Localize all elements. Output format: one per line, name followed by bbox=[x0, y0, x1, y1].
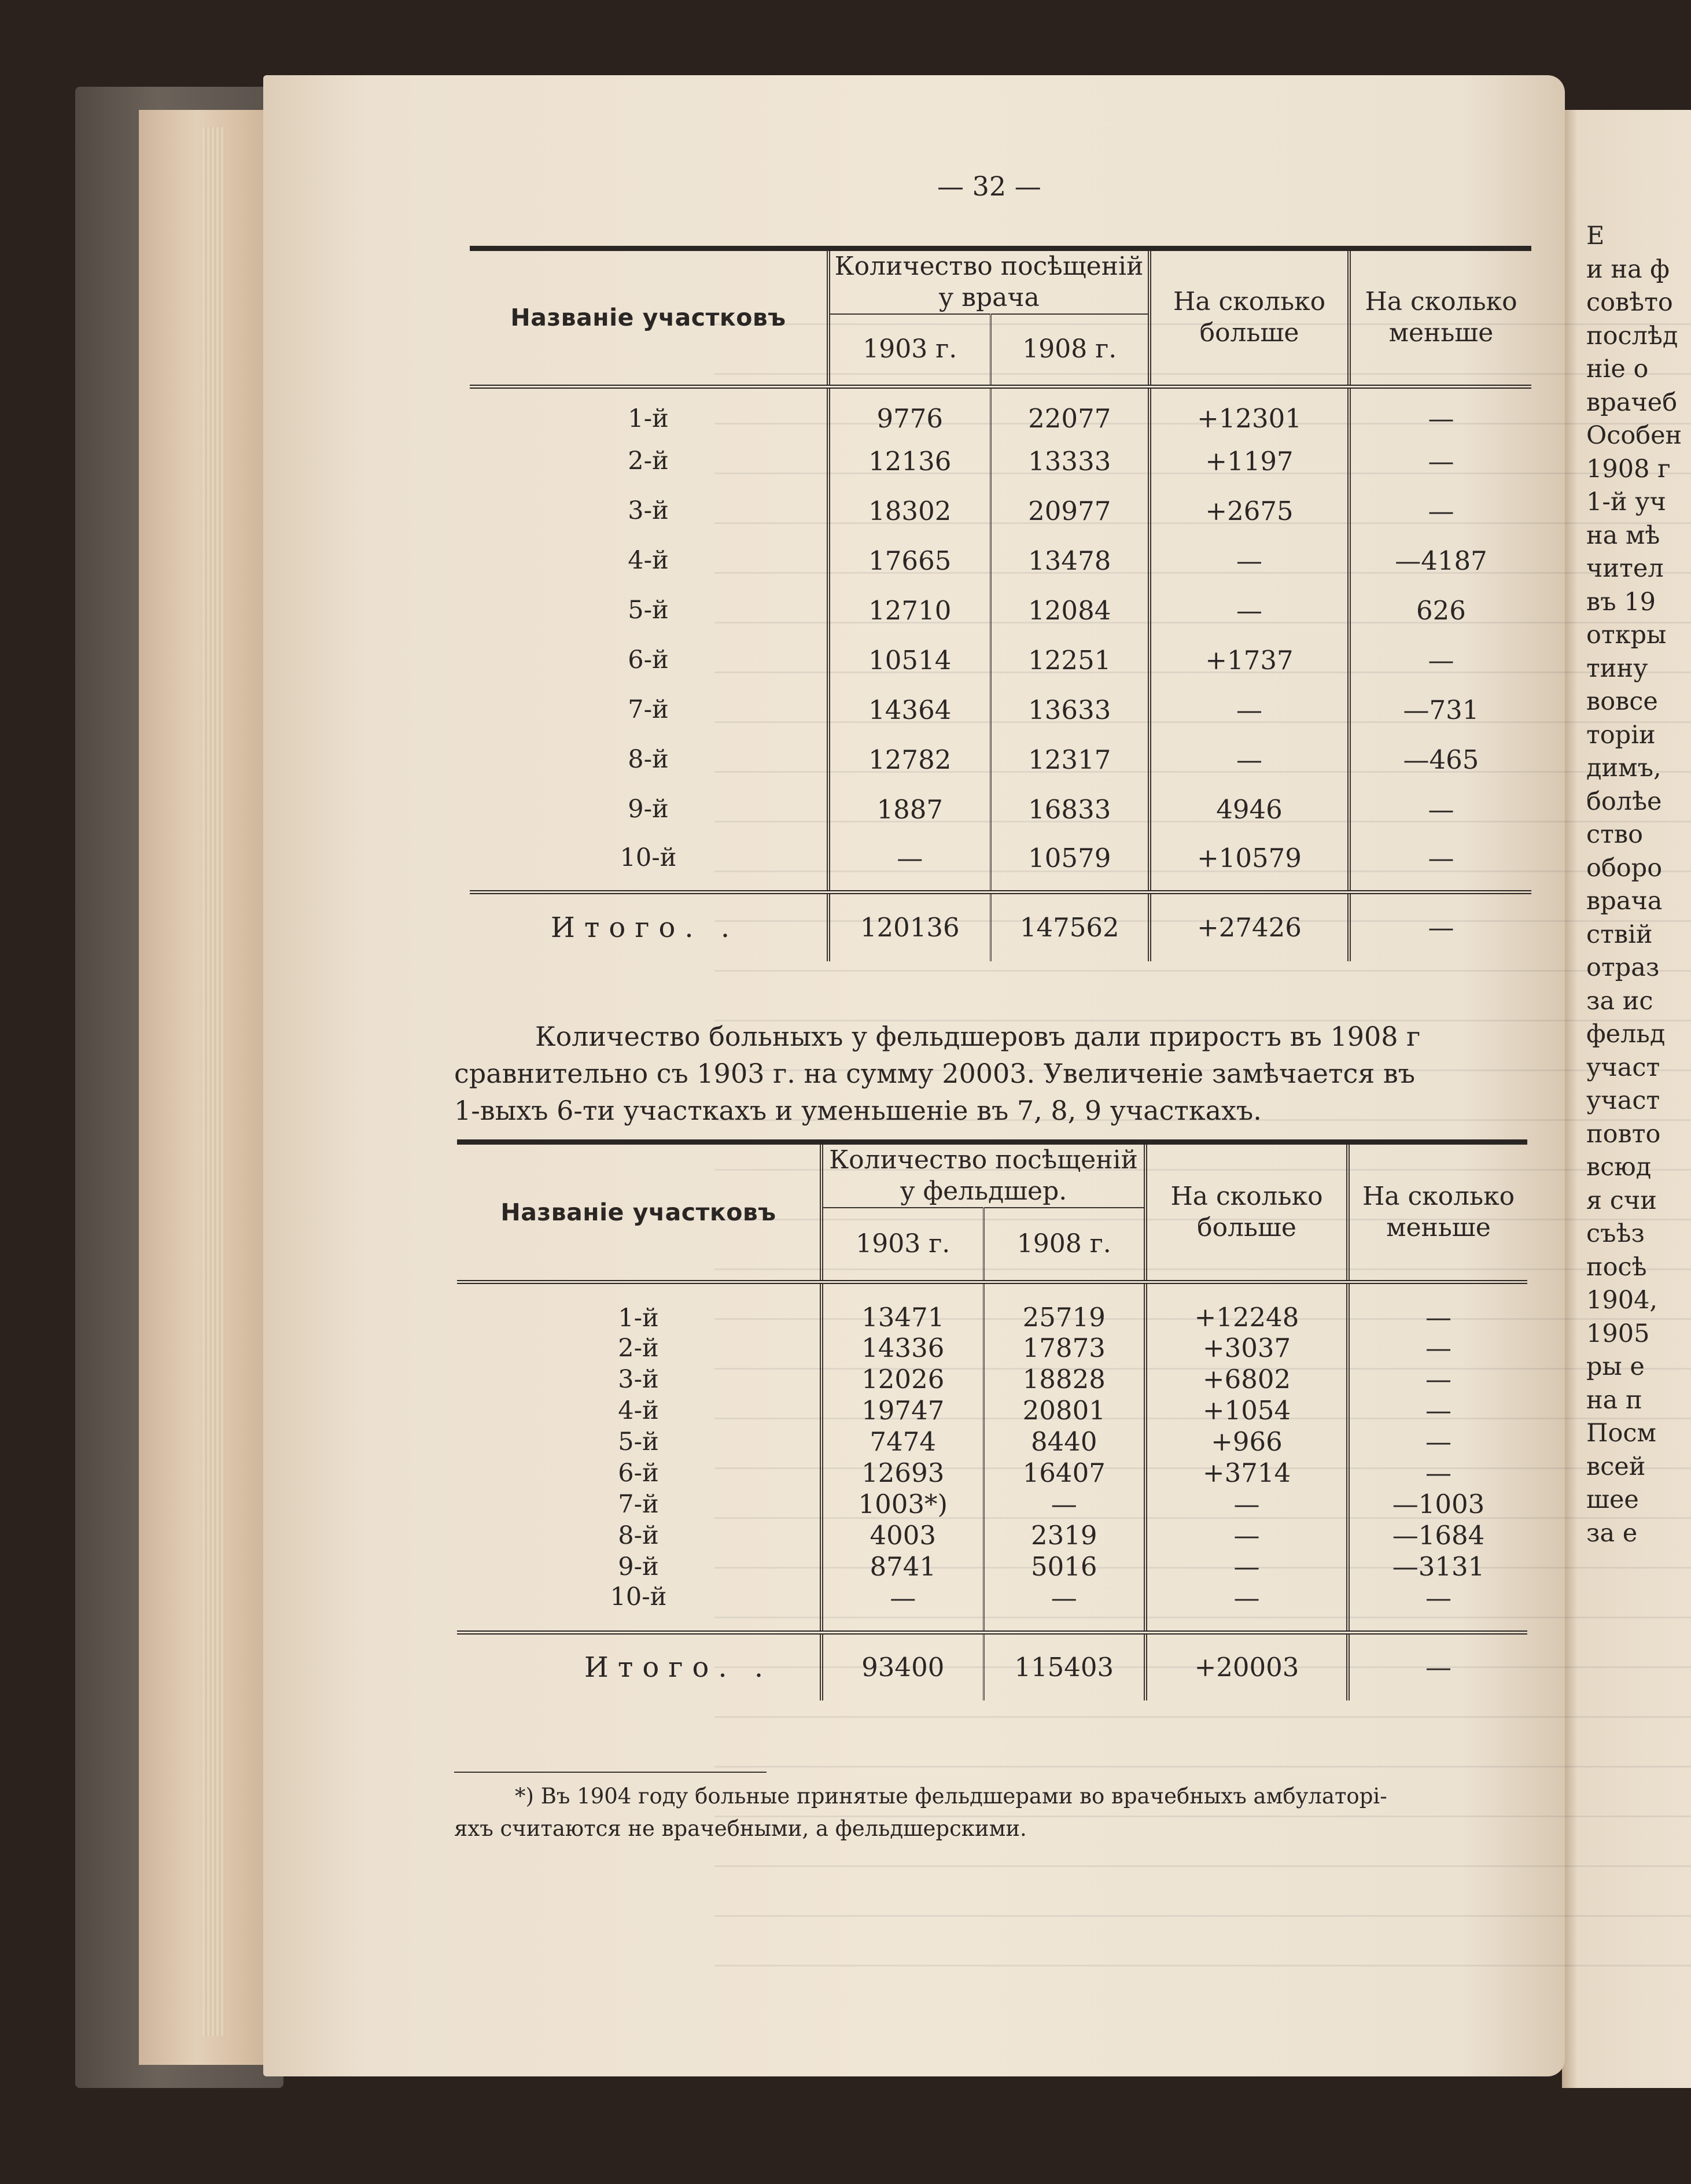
total-1908: 115403 bbox=[983, 1632, 1145, 1700]
value-1903: 17665 bbox=[828, 536, 990, 585]
value-1903: 12782 bbox=[828, 735, 990, 784]
value-1908: 5016 bbox=[983, 1551, 1145, 1582]
value-less: — bbox=[1349, 436, 1531, 486]
paragraph-line: Количество больныхъ у фельдшеровъ дали приростъ въ 1908 г bbox=[535, 1021, 1421, 1052]
value-more: +1197 bbox=[1150, 436, 1349, 486]
table-row bbox=[457, 1333, 1527, 1364]
district-cell: 5-й bbox=[618, 1427, 659, 1456]
value-more: — bbox=[1150, 585, 1349, 635]
value-1908: — bbox=[983, 1489, 1145, 1520]
value-more: +10579 bbox=[1150, 834, 1349, 892]
table-row bbox=[470, 536, 1531, 585]
year-1908-header: 1908 г. bbox=[983, 1208, 1145, 1282]
value-1908: 18828 bbox=[983, 1364, 1145, 1395]
value-1908: 17873 bbox=[983, 1333, 1145, 1364]
value-1908: 25719 bbox=[983, 1282, 1145, 1333]
value-less: — bbox=[1348, 1364, 1527, 1395]
value-1908: 10579 bbox=[990, 834, 1150, 892]
footnote-rule bbox=[454, 1772, 767, 1773]
district-cell: 7-й bbox=[628, 695, 669, 724]
value-1908: 12251 bbox=[990, 635, 1150, 685]
value-less: — bbox=[1349, 834, 1531, 892]
value-more: +12248 bbox=[1145, 1282, 1348, 1333]
total-less: — bbox=[1349, 892, 1531, 961]
value-less: — bbox=[1348, 1426, 1527, 1458]
value-less: — bbox=[1348, 1282, 1527, 1333]
table-row bbox=[470, 834, 1531, 892]
value-1908: 20977 bbox=[990, 486, 1150, 536]
value-1903: 14336 bbox=[821, 1333, 983, 1364]
value-more: +3714 bbox=[1145, 1458, 1348, 1489]
total-less: — bbox=[1348, 1632, 1527, 1700]
value-more: +6802 bbox=[1145, 1364, 1348, 1395]
table-row bbox=[457, 1282, 1527, 1333]
total-label: Итого. . bbox=[470, 892, 828, 961]
value-1903: 4003 bbox=[821, 1520, 983, 1551]
district-cell: 2-й bbox=[618, 1334, 659, 1363]
paragraph-line: 1-выхъ 6-ти участкахъ и уменьшеніе въ 7, 8, 9 участкахъ. bbox=[454, 1095, 1262, 1126]
district-cell: 10-й bbox=[610, 1582, 667, 1611]
value-more: +2675 bbox=[1150, 486, 1349, 536]
body-paragraph bbox=[454, 1018, 1536, 1129]
total-1908: 147562 bbox=[990, 892, 1150, 961]
table-row bbox=[470, 436, 1531, 486]
value-less: —1003 bbox=[1348, 1489, 1527, 1520]
feldsher-visits-table bbox=[457, 1139, 1527, 1700]
table-row bbox=[457, 1395, 1527, 1426]
district-cell: 1-й bbox=[628, 404, 669, 433]
district-cell: 4-й bbox=[628, 546, 669, 575]
value-less: — bbox=[1348, 1395, 1527, 1426]
district-cell: 9-й bbox=[618, 1552, 659, 1581]
footnote-line: *) Въ 1904 году больные принятые фельдшерами во врачебныхъ амбулаторі- bbox=[515, 1784, 1387, 1809]
total-1903: 120136 bbox=[828, 892, 990, 961]
table-row bbox=[470, 486, 1531, 536]
table-row bbox=[457, 1551, 1527, 1582]
value-1908: 20801 bbox=[983, 1395, 1145, 1426]
paragraph-line: сравнительно съ 1903 г. на сумму 20003. Увеличеніе замѣчается въ bbox=[454, 1058, 1416, 1089]
value-1903: 12026 bbox=[821, 1364, 983, 1395]
value-more: +1054 bbox=[1145, 1395, 1348, 1426]
value-1903: 10514 bbox=[828, 635, 990, 685]
year-1903-header: 1903 г. bbox=[828, 314, 990, 386]
value-1903: 14364 bbox=[828, 685, 990, 735]
value-1903: 1887 bbox=[828, 784, 990, 834]
value-more: — bbox=[1145, 1551, 1348, 1582]
less-header: На сколько меньше bbox=[1348, 1142, 1527, 1282]
value-more: +3037 bbox=[1145, 1333, 1348, 1364]
value-1903: 12710 bbox=[828, 585, 990, 635]
total-more: +27426 bbox=[1150, 892, 1349, 961]
value-more: +966 bbox=[1145, 1426, 1348, 1458]
value-less: —3131 bbox=[1348, 1551, 1527, 1582]
visits-header: Количество посѣщеній у фельдшер. bbox=[821, 1142, 1145, 1208]
table-row bbox=[457, 1426, 1527, 1458]
value-1903: — bbox=[828, 834, 990, 892]
value-1908: — bbox=[983, 1582, 1145, 1632]
table1-body bbox=[470, 386, 1531, 961]
physician-visits-table bbox=[470, 246, 1531, 961]
table-row bbox=[470, 635, 1531, 685]
district-cell: 6-й bbox=[618, 1459, 659, 1488]
district-cell: 10-й bbox=[620, 843, 677, 873]
district-name-header: Названіе участковъ bbox=[457, 1142, 821, 1282]
value-less: —4187 bbox=[1349, 536, 1531, 585]
value-1908: 16407 bbox=[983, 1458, 1145, 1489]
table2-body bbox=[457, 1282, 1527, 1700]
value-1908: 12084 bbox=[990, 585, 1150, 635]
table-row bbox=[457, 1489, 1527, 1520]
value-1903: 9776 bbox=[828, 386, 990, 436]
value-less: — bbox=[1349, 486, 1531, 536]
value-less: — bbox=[1349, 784, 1531, 834]
value-1908: 12317 bbox=[990, 735, 1150, 784]
value-less: — bbox=[1348, 1458, 1527, 1489]
value-less: — bbox=[1349, 386, 1531, 436]
footnote-line: яхъ считаются не врачебными, а фельдшерскими. bbox=[454, 1816, 1027, 1841]
value-1908: 2319 bbox=[983, 1520, 1145, 1551]
table-row bbox=[470, 585, 1531, 635]
value-less: —731 bbox=[1349, 685, 1531, 735]
value-more: +1737 bbox=[1150, 635, 1349, 685]
value-1903: 18302 bbox=[828, 486, 990, 536]
district-cell: 3-й bbox=[628, 496, 669, 525]
value-less: — bbox=[1348, 1333, 1527, 1364]
value-more: — bbox=[1150, 536, 1349, 585]
value-less: —465 bbox=[1349, 735, 1531, 784]
value-1903: 12693 bbox=[821, 1458, 983, 1489]
page-edges bbox=[202, 127, 226, 2036]
more-header: На сколько больше bbox=[1145, 1142, 1348, 1282]
table-row bbox=[470, 784, 1531, 834]
value-more: +12301 bbox=[1150, 386, 1349, 436]
value-1903: 8741 bbox=[821, 1551, 983, 1582]
value-1908: 13333 bbox=[990, 436, 1150, 486]
value-1908: 8440 bbox=[983, 1426, 1145, 1458]
value-more: — bbox=[1145, 1582, 1348, 1632]
year-1903-header: 1903 г. bbox=[821, 1208, 983, 1282]
less-header: На сколько меньше bbox=[1349, 249, 1531, 387]
value-less: — bbox=[1349, 635, 1531, 685]
district-cell: 7-й bbox=[618, 1490, 659, 1519]
district-name-header: Названіе участковъ bbox=[470, 249, 828, 387]
value-less: — bbox=[1348, 1582, 1527, 1632]
facing-page-text: Е и на ф совѣто послѣд ніе о врачеб Особен 1908 г 1-й уч на мѣ чител въ 19 откры тину вовсе торіи димъ, болѣе ство оборо врача ствій отраз за ис фельд участ участ повто всюд я счи съѣз посѣ 1904, 1905 ры е на п Посм всей шее за е bbox=[1586, 222, 1682, 1548]
value-more: — bbox=[1145, 1489, 1348, 1520]
total-row bbox=[470, 892, 1531, 961]
district-cell: 9-й bbox=[628, 795, 669, 824]
footnote bbox=[454, 1780, 1536, 1845]
value-1903: 19747 bbox=[821, 1395, 983, 1426]
district-cell: 8-й bbox=[618, 1521, 659, 1550]
district-cell: 6-й bbox=[628, 645, 669, 674]
value-1908: 22077 bbox=[990, 386, 1150, 436]
value-more: — bbox=[1150, 685, 1349, 735]
table-row bbox=[470, 735, 1531, 784]
year-1908-header: 1908 г. bbox=[990, 314, 1150, 386]
total-1903: 93400 bbox=[821, 1632, 983, 1700]
district-cell: 2-й bbox=[628, 447, 669, 475]
value-1908: 13633 bbox=[990, 685, 1150, 735]
table-row bbox=[457, 1520, 1527, 1551]
district-cell: 1-й bbox=[618, 1304, 659, 1333]
visits-header: Количество посѣщеній у врача bbox=[828, 249, 1150, 315]
district-cell: 3-й bbox=[618, 1365, 659, 1394]
value-more: 4946 bbox=[1150, 784, 1349, 834]
value-1903: — bbox=[821, 1582, 983, 1632]
district-cell: 5-й bbox=[628, 596, 669, 625]
value-1903: 1003*) bbox=[821, 1489, 983, 1520]
value-1903: 7474 bbox=[821, 1426, 983, 1458]
value-less: —1684 bbox=[1348, 1520, 1527, 1551]
value-more: — bbox=[1145, 1520, 1348, 1551]
total-row bbox=[457, 1632, 1527, 1700]
table-row bbox=[457, 1458, 1527, 1489]
table-row bbox=[470, 386, 1531, 436]
value-1908: 16833 bbox=[990, 784, 1150, 834]
table-row bbox=[457, 1364, 1527, 1395]
value-more: — bbox=[1150, 735, 1349, 784]
table-row bbox=[470, 685, 1531, 735]
value-less: 626 bbox=[1349, 585, 1531, 635]
value-1903: 13471 bbox=[821, 1282, 983, 1333]
page-number: — 32 — bbox=[937, 171, 1041, 202]
table-row bbox=[457, 1582, 1527, 1632]
more-header: На сколько больше bbox=[1150, 249, 1349, 387]
district-cell: 4-й bbox=[618, 1396, 659, 1425]
district-cell: 8-й bbox=[628, 745, 669, 774]
total-more: +20003 bbox=[1145, 1632, 1348, 1700]
total-label: Итого. . bbox=[457, 1632, 821, 1700]
value-1903: 12136 bbox=[828, 436, 990, 486]
value-1908: 13478 bbox=[990, 536, 1150, 585]
